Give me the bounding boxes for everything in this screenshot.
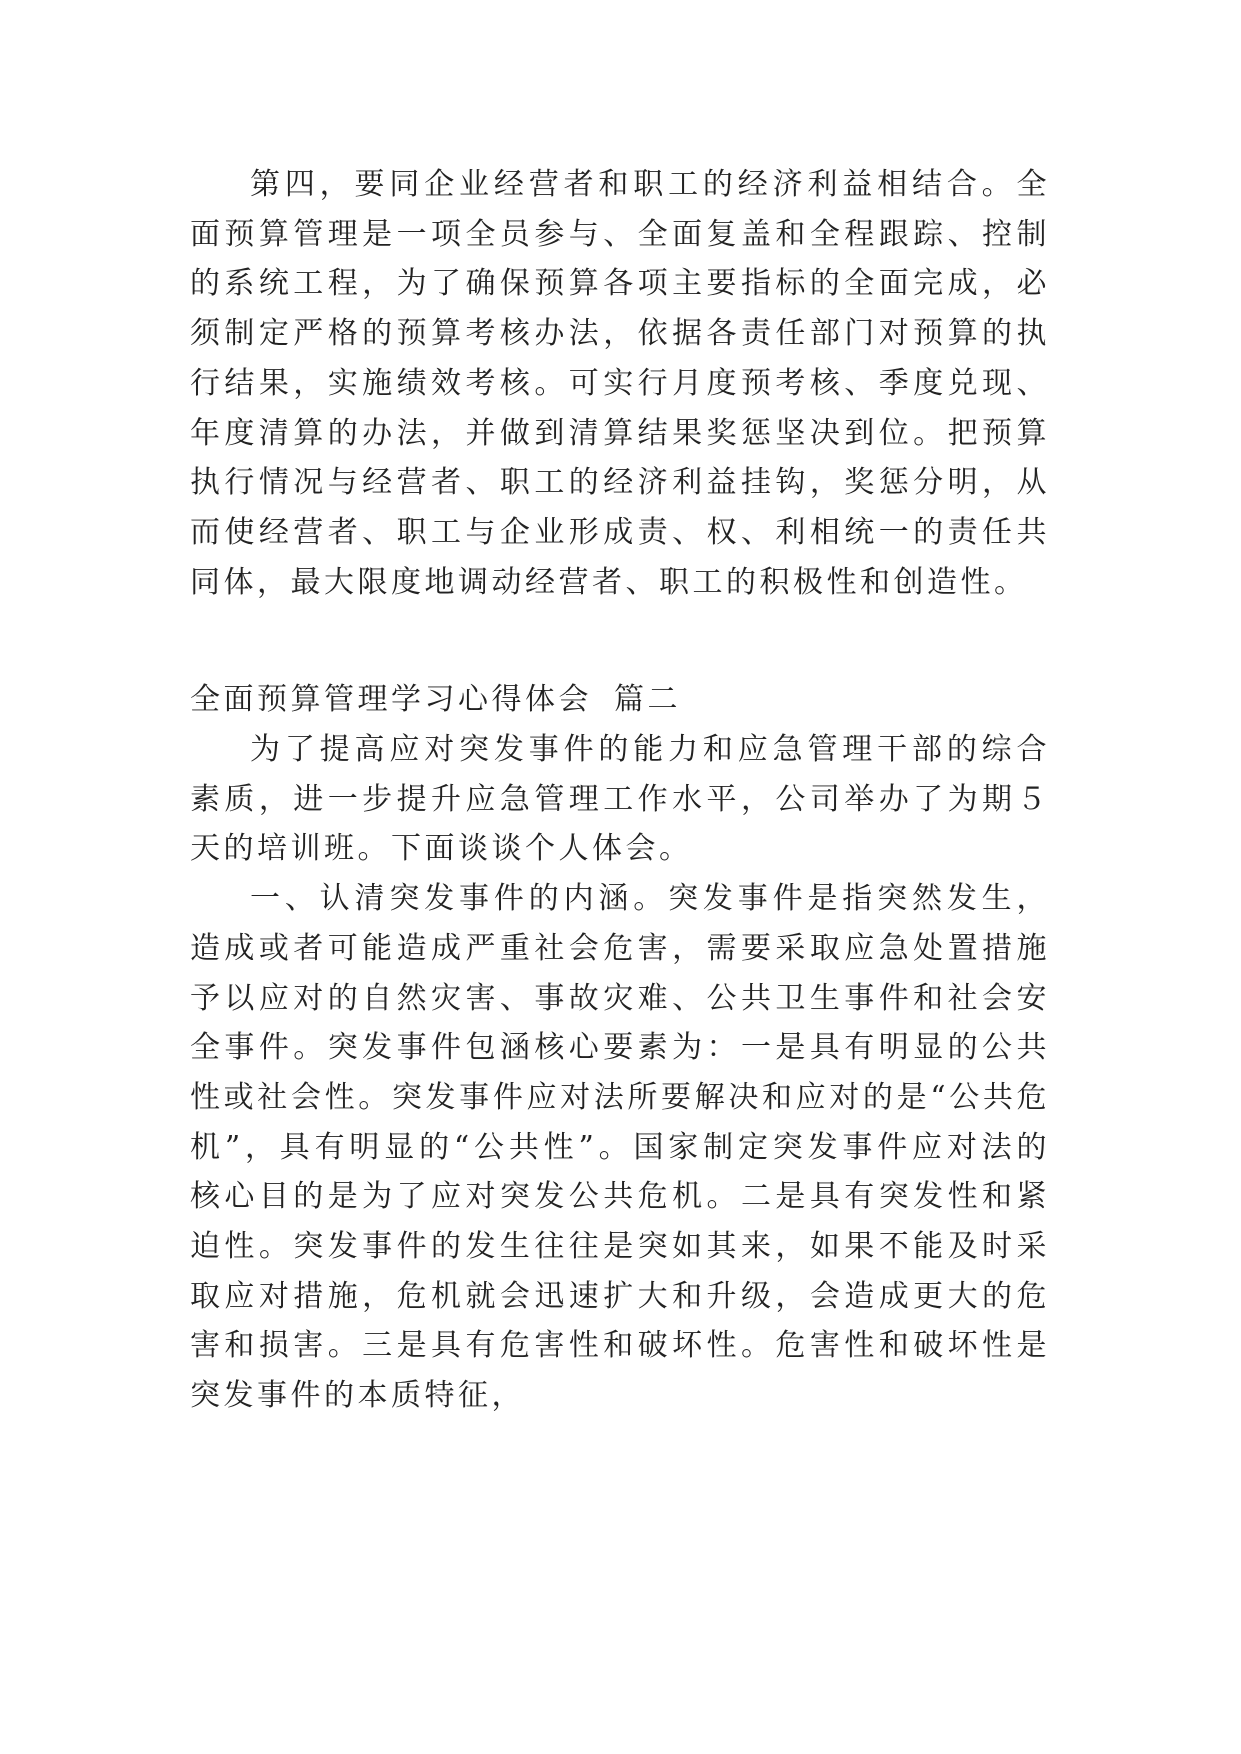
section-heading <box>190 675 1050 725</box>
paragraph-intro: 为了提高应对突发事件的能力和应急管理干部的综合素质，进一步提升应急管理工作水平，公司举办了为期５ 天的培训班。下面谈谈个人体会。 <box>190 732 1050 867</box>
document-body <box>190 160 1050 1421</box>
section-gap <box>190 607 1050 675</box>
section-title: 全面预算管理学习心得体会 <box>190 682 592 718</box>
paragraph-fourth-point: 第四，要同企业经营者和职工的经济利益相结合。全面预算管理是一项全员参与、全面复盖和全程跟踪、控制的系统工程，为了确保预算各项主要指标的全面完成，必须制定严格的预算考核办法，依据各责任部门对预算的执行结果，实施绩效考核。可实行月度预考核、季度兑现、年度清算的办法，并做到清算结果奖惩坚决到位。把预算执行情况与经营者、职工的经济利益挂钩，奖惩分明，从而使经营者、职工与企业形成责、权、利相统一的责任共同体，最大限度地调动经营者、职工的积极性和创造性。 <box>190 167 1050 600</box>
paragraph-point-one: 一、认清突发事件的内涵。突发事件是指突然发生，造成或者可能造成严重社会危害，需要采取应急处置措施予以应对的自然灾害、事故灾难、公共卫生事件和社会安全事件。突发事件包涵核心要素为：一是具有明显的公共性或社会性。突发事件应对法所要解决和应对的是“公共危机”，具有明显的“公共性”。国家制定突发事件应对法的核心目的是为了应对突发公共危机。二是具有突发性和紧迫性。突发事件的发生往往是突如其来，如果不能及时采取应对措施，危机就会迅速扩大和升级，会造成更大的危害和损害。三是具有危害性和破坏性。危害性和破坏性是突发事件的本质特征， <box>190 881 1050 1414</box>
section-part-label: 篇二 <box>614 682 681 718</box>
